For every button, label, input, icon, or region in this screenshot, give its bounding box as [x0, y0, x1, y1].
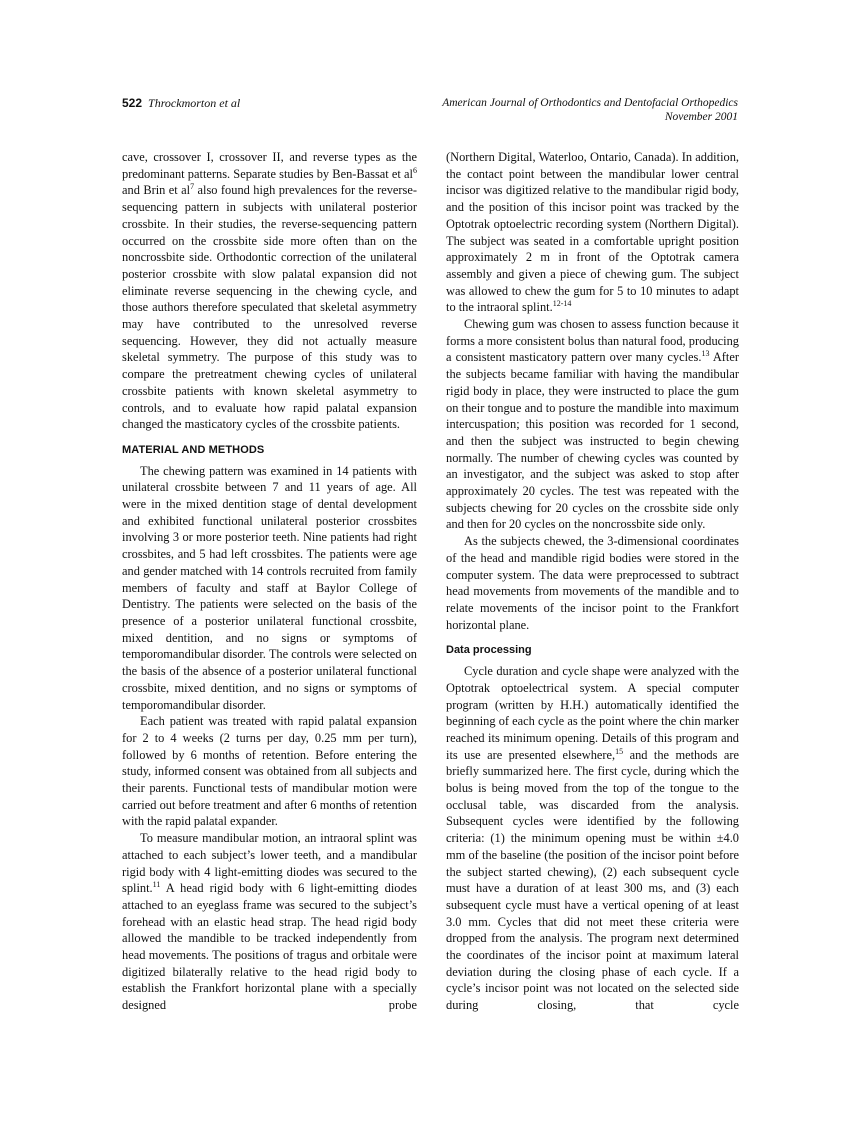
body-paragraph	[122, 149, 417, 433]
reference-superscript: 6	[413, 165, 417, 175]
page-number: 522	[122, 96, 143, 110]
running-header-left	[122, 96, 240, 111]
reference-superscript: 15	[615, 746, 624, 756]
paragraph-text: Each patient was treated with rapid palatal expansion for 2 to 4 weeks (2 turns per day, 0.25 mm per turn), followed by 6 months of retention. Before entering the study, informed consent was obtained from all subjects and their parents. Functional tests of mandibular motion were carried out before treatment and after 6 months of retention with the rapid palatal expander.	[122, 714, 417, 829]
paragraph-text: (Northern Digital, Waterloo, Ontario, Canada). In addition, the contact point between the mandibular lower central incisor was digitized relative to the mandibular rigid body, and the position of this incisor point was tracked by the Optotrak optoelectric recording system (Northern Digital). The subject was seated in a comfortable upright position approximately 2 m in front of the Optotrak camera assembly and given a piece of chewing gum. The subject was allowed to chew the gum for 5 to 10 minutes to adapt to the intraoral splint.	[446, 150, 739, 315]
body-paragraph	[122, 463, 417, 714]
paragraph-text: also found high prevalences for the reverse-sequencing pattern in subjects with unilateral posterior crossbite. In their studies, the reverse-sequencing pattern occurred on the crossbite side more often than on the noncrossbite side. Orthodontic correction of the unilateral posterior crossbite with slow palatal expansion did not eliminate reverse sequencing in the chewing cycle, and those authors therefore speculated that skeletal asymmetry may have contributed to the unresolved reverse sequencing. However, they did not actually measure skeletal symmetry. The purpose of this study was to compare the pretreatment chewing cycles of unilateral crossbite patients with known skeletal asymmetry to controls, and to evaluate how rapid palatal expansion changed the masticatory cycles of the crossbite patients.	[122, 183, 417, 432]
body-paragraph	[122, 830, 417, 1014]
paragraph-text: Cycle duration and cycle shape were analyzed with the Optotrak optoelectrical system. A special computer program (written by H.H.) automatically identified the beginning of each cycle as the point where the chin marker reached its minimum opening. Details of this program and its use are presented elsewhere,	[446, 664, 739, 762]
paragraph-text: After the subjects became familiar with having the mandibular rigid body in place, they were instructed to place the gum on their tongue and to posture the mandible into maximum intercuspation; this position was recorded for 1 second, and then the subject was instructed to begin chewing normally. The number of chewing cycles was counted by an investigator, and the subject was asked to stop after approximately 20 cycles. The test was repeated with the subjects chewing for 20 cycles on the crossbite side only and then for 20 cycles on the noncrossbite side only.	[446, 350, 739, 532]
subsection-heading: Data processing	[446, 644, 532, 657]
paragraph-text: As the subjects chewed, the 3-dimensional coordinates of the head and mandible rigid bodies were stored in the computer system. The data were preprocessed to subtract head movements from movements of the mandible and to relate movements of the incisor point to the Frankfort horizontal plane.	[446, 534, 739, 632]
body-paragraph	[446, 316, 739, 533]
paragraph-text: To measure mandibular motion, an intraoral splint was attached to each subject’s lower teeth, and a mandibular rigid body with 4 light-emitting diodes was secured to the splint.	[122, 831, 417, 896]
left-text-column	[122, 149, 417, 1014]
journal-title: American Journal of Orthodontics and Dentofacial Orthopedics	[442, 97, 738, 109]
body-paragraph	[446, 533, 739, 633]
running-header-right	[442, 96, 738, 124]
paragraph-text: and the methods are briefly summarized here. The first cycle, during which the bolus is being moved from the top of the tongue to the occlusal table, was discarded from the analysis. Subsequent cycles were identified by the following criteria: (1) the minimum opening must be within ±4.0 mm of the baseline (the position of the incisor point before the subject started chewing), (2) each subsequent cycle must have a duration of at least 300 ms, and (3) each subsequent cycle must have a vertical opening of at least 3.0 mm. Cycles that did not meet these criteria were dropped from the analysis. The program next determined the coordinates of the incisor point at maximum lateral deviation during the closing phase of each cycle. If a cycle’s incisor point was not located on the selected side during closing, that cycle	[446, 747, 739, 1013]
right-text-column	[446, 149, 739, 1014]
paragraph-text: Chewing gum was chosen to assess function because it forms a more consistent bolus than natural food, producing a consistent masticatory pattern over many cycles.	[446, 317, 739, 365]
reference-superscript: 12-14	[552, 299, 572, 309]
reference-superscript: 13	[701, 349, 710, 359]
paragraph-text: A head rigid body with 6 light-emitting diodes attached to an eyeglass frame was secured to the subject’s forehead with an elastic head strap. The head rigid body allowed the mandible to be tracked independently from head movements. The positions of tragus and orbitale were digitized bilaterally relative to the head rigid body to establish the Frankfort horizontal plane with a specially designed probe	[122, 881, 417, 1013]
body-paragraph	[122, 713, 417, 830]
body-paragraph	[446, 149, 739, 316]
reference-superscript: 7	[190, 182, 195, 192]
paragraph-text: The chewing pattern was examined in 14 patients with unilateral crossbite between 7 and 11 years of age. All were in the mixed dentition stage of dental development and exhibited functional unilateral posterior crossbites involving 3 or more posterior teeth. Nine patients had right crossbites, and 5 had left crossbites. The patients were age and gender matched with 14 controls recruited from family members of faculty and staff at Baylor College of Dentistry. The patients were selected on the basis of the presence of a posterior unilateral functional crossbite, mixed dentition, and no signs or symptoms of temporomandibular disorder. The controls were selected on the basis of the absence of a posterior unilateral functional crossbite, mixed dentition, and no signs or symptoms of temporomandibular disorder.	[122, 463, 417, 712]
reference-superscript: 11	[152, 880, 161, 890]
running-authors: Throckmorton et al	[148, 96, 241, 110]
section-heading: MATERIAL AND METHODS	[122, 443, 265, 456]
issue-date: November 2001	[664, 111, 738, 123]
paragraph-text: cave, crossover I, crossover II, and reverse types as the predominant patterns. Separate studies by Ben-Bassat et al	[122, 150, 417, 181]
paragraph-text: and Brin et al	[122, 183, 191, 198]
body-paragraph	[446, 663, 739, 1014]
